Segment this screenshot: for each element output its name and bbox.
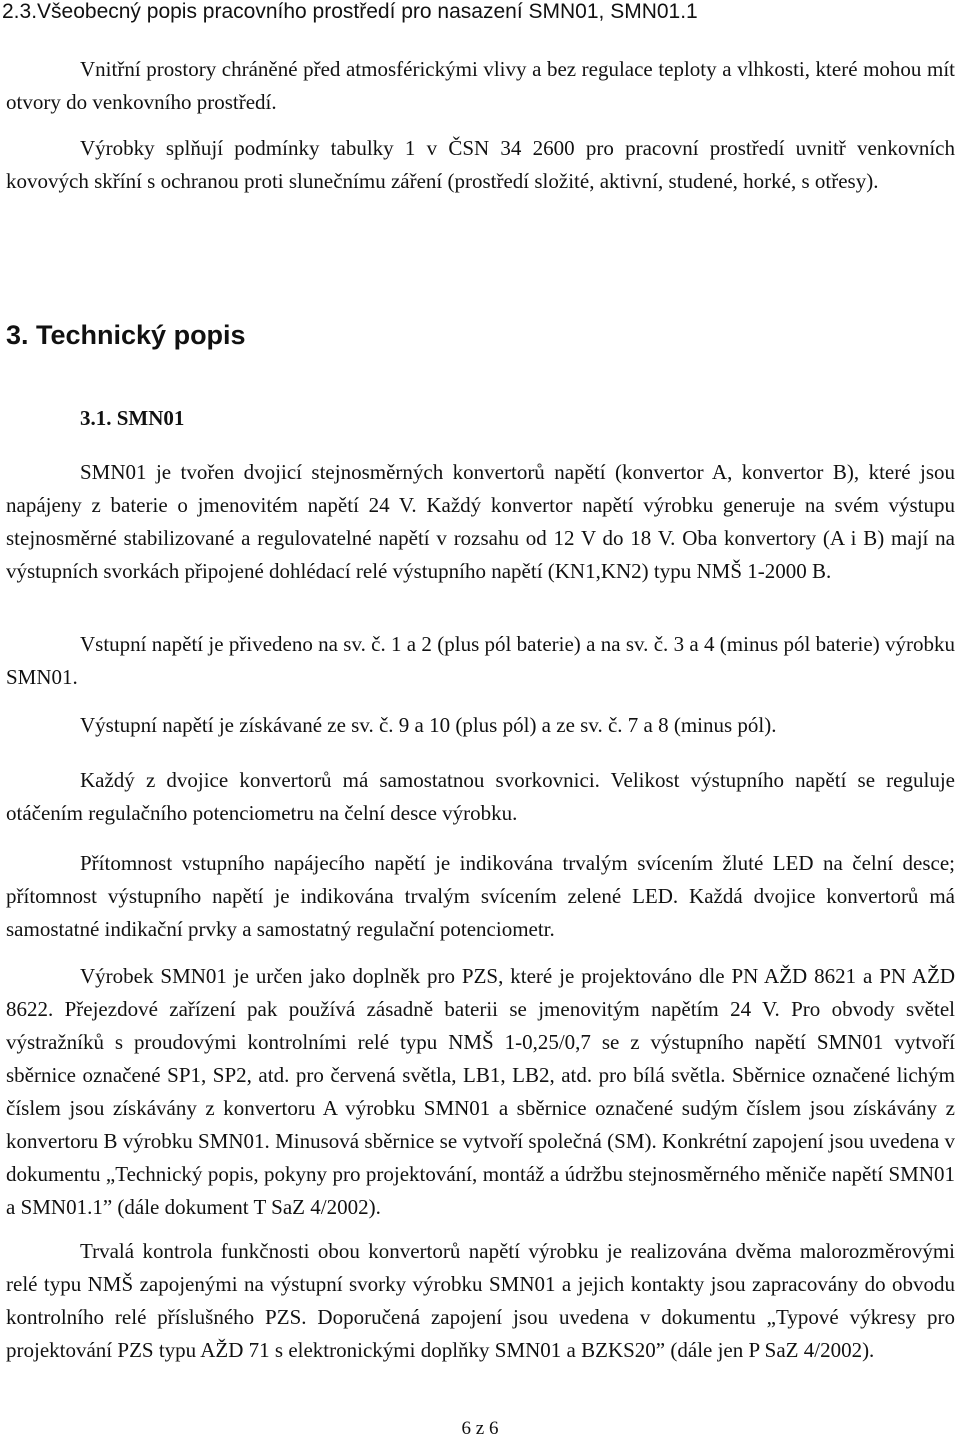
paragraph-conditions: Výrobky splňují podmínky tabulky 1 v ČSN 34 2600 pro pracovní prostředí uvnitř venkovních kovových skříní s ochranou proti slunečnímu záření (prostředí složité, aktivní, studené, horké, s otřesy).	[6, 136, 955, 193]
subsection-heading: 3.1. SMN01	[80, 406, 185, 430]
paragraph-led-indication: Přítomnost vstupního napájecího napětí je indikována trvalým svícením žluté LED na čelní desce; přítomnost výstupního napětí je indikována trvalým svícením zelené LED. Každá dvojice konvertorů má samostatné indikační prvky a samostatný regulační potenciometr.	[6, 851, 955, 941]
paragraph-output-voltage: Výstupní napětí je získávané ze sv. č. 9 a 10 (plus pól) a ze sv. č. 7 a 8 (minus pól).	[80, 713, 777, 737]
paragraph-function-check: Trvalá kontrola funkčnosti obou konvertorů napětí výrobku je realizována dvěma malorozměrovými relé typu NMŠ zapojenými na výstupní svorky výrobku SMN01 a jejich kontakty jsou zapracovány do obvodu kontrolního relé příslušného PZS. Doporučená zapojení jsou uvedena v dokumentu „Typové výkresy pro projektování PZS typu AŽD 71 s elektronickými doplňky SMN01 a BZKS20” (dále jen P SaZ 4/2002).	[6, 1239, 955, 1362]
section-heading: 2.3.Všeobecný popis pracovního prostředí pro nasazení SMN01, SMN01.1	[2, 0, 698, 23]
paragraph-environment: Vnitřní prostory chráněné před atmosférickými vlivy a bez regulace teploty a vlhkosti, které mohou mít otvory do venkovního prostředí.	[6, 57, 955, 114]
paragraph-pzs-usage: Výrobek SMN01 je určen jako doplněk pro PZS, které je projektováno dle PN AŽD 8621 a PN AŽD 8622. Přejezdové zařízení pak používá zásadně baterii se jmenovitým napětím 24 V. Pro obvody světel výstražníků s proudovými kontrolními relé typu NMŠ 1-0,25/0,7 se z výstupního napětí SMN01 vytvoří sběrnice označené SP1, SP2, atd. pro červená světla, LB1, LB2, atd. pro bílá světla. Sběrnice označené lichým číslem jsou získávány z konvertoru A výrobku SMN01 a sběrnice označené sudým číslem jsou získávány z konvertoru B výrobku SMN01. Minusová sběrnice se vytvoří společná (SM). Konkrétní zapojení jsou uvedena v dokumentu „Technický popis, pokyny pro projektování, montáž a údržbu stejnosměrného měniče napětí SMN01 a SMN01.1” (dále dokument T SaZ 4/2002).	[6, 964, 955, 1219]
page-number: 6 z 6	[461, 1418, 499, 1439]
paragraph-input-voltage: Vstupní napětí je přivedeno na sv. č. 1 a 2 (plus pól baterie) a na sv. č. 3 a 4 (minus pól baterie) výrobku SMN01.	[6, 632, 955, 689]
paragraph-converters: SMN01 je tvořen dvojicí stejnosměrných konvertorů napětí (konvertor A, konvertor B), které jsou napájeny z baterie o jmenovitém napětí 24 V. Každý konvertor napětí výrobku generuje na svém výstupu stejnosměrné stabilizované a regulovatelné napětí v rozsahu od 12 V do 18 V. Oba konvertory (A i B) mají na výstupních svorkách připojené dohlédací relé výstupního napětí (KN1,KN2) typu NMŠ 1-2000 B.	[6, 460, 955, 583]
paragraph-terminal-block: Každý z dvojice konvertorů má samostatnou svorkovnici. Velikost výstupního napětí se reguluje otáčením regulačního potenciometru na čelní desce výrobku.	[6, 768, 955, 825]
chapter-heading: 3. Technický popis	[6, 320, 246, 350]
